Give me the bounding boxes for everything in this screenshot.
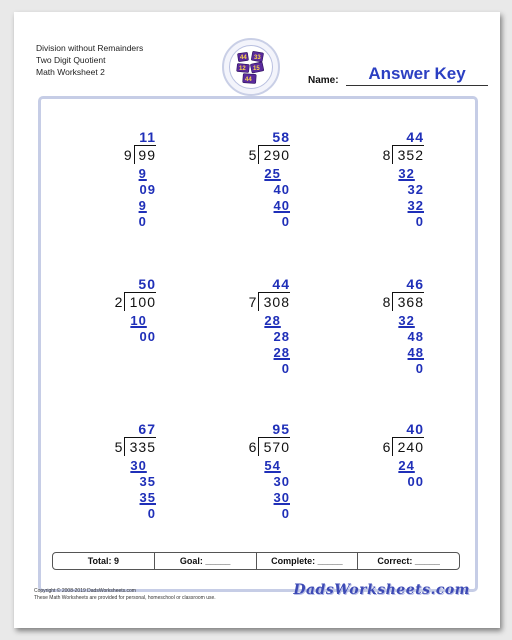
dividend: 240 xyxy=(397,439,424,455)
division-problem xyxy=(86,277,156,389)
divisor: 8 xyxy=(382,147,391,163)
name-label: Name: xyxy=(308,75,339,86)
worksheet-logo xyxy=(222,38,280,96)
subtraction-step: 48 xyxy=(407,345,424,360)
usage-line: These Math Worksheets are provided for personal, homeschool or classroom use. xyxy=(34,595,216,601)
subtraction-step: 40 xyxy=(273,198,290,213)
score-correct[interactable]: Correct: _____ xyxy=(377,556,440,566)
dividend: 290 xyxy=(263,147,290,163)
score-bar xyxy=(52,552,460,570)
copyright-line: Copyright © 2008-2019 DadsWorksheets.com xyxy=(34,588,136,594)
subtraction-step: 25 xyxy=(264,166,281,181)
dividend: 308 xyxy=(263,294,290,310)
worksheet-subtitle: Two Digit Quotient xyxy=(36,55,106,65)
remainder-step: 00 xyxy=(407,474,424,489)
svg-text:33: 33 xyxy=(254,55,261,61)
divisor: 7 xyxy=(248,294,257,310)
divisor: 5 xyxy=(114,439,123,455)
division-problem xyxy=(354,422,424,534)
divisor: 9 xyxy=(123,147,132,163)
dividend: 335 xyxy=(129,439,156,455)
quotient-answer: 58 xyxy=(272,129,290,145)
worksheet-number: Math Worksheet 2 xyxy=(36,67,105,77)
divisor: 5 xyxy=(248,147,257,163)
svg-text:15: 15 xyxy=(253,66,260,72)
subtraction-step: 32 xyxy=(398,313,415,328)
worksheet-page xyxy=(14,12,500,628)
subtraction-step: 30 xyxy=(130,458,147,473)
divisor: 6 xyxy=(382,439,391,455)
quotient-answer: 50 xyxy=(138,276,156,292)
division-problem xyxy=(86,422,156,534)
remainder-step: 30 xyxy=(273,474,290,489)
remainder-step: 0 xyxy=(281,361,290,376)
dividend: 100 xyxy=(129,294,156,310)
division-problem xyxy=(220,422,290,534)
divisor: 6 xyxy=(248,439,257,455)
remainder-step: 09 xyxy=(139,182,156,197)
score-total: Total: 9 xyxy=(53,553,155,569)
subtraction-step: 10 xyxy=(130,313,147,328)
name-value: Answer Key xyxy=(368,64,466,83)
remainder-step: 40 xyxy=(273,182,290,197)
brand-logo[interactable]: DadsWorksheets.com xyxy=(293,582,470,598)
division-problem xyxy=(354,277,424,389)
quotient-answer: 40 xyxy=(406,421,424,437)
division-problem xyxy=(220,130,290,242)
score-goal[interactable]: Goal: _____ xyxy=(155,553,257,569)
subtraction-step: 9 xyxy=(138,198,147,213)
remainder-step: 28 xyxy=(273,329,290,344)
quotient-answer: 95 xyxy=(272,421,290,437)
division-problem xyxy=(354,130,424,242)
name-field[interactable] xyxy=(308,66,488,86)
remainder-step: 48 xyxy=(407,329,424,344)
dividend: 352 xyxy=(397,147,424,163)
quotient-answer: 67 xyxy=(138,421,156,437)
subtraction-step: 28 xyxy=(273,345,290,360)
subtraction-step: 54 xyxy=(264,458,281,473)
subtraction-step: 32 xyxy=(407,198,424,213)
score-complete[interactable]: Complete: _____ xyxy=(257,553,359,569)
subtraction-step: 35 xyxy=(139,490,156,505)
dividend: 99 xyxy=(138,147,156,163)
worksheet-title-block xyxy=(36,42,143,78)
remainder-step: 35 xyxy=(139,474,156,489)
remainder-step: 00 xyxy=(139,329,156,344)
remainder-step: 32 xyxy=(407,182,424,197)
remainder-step: 0 xyxy=(415,361,424,376)
remainder-step: 0 xyxy=(147,506,156,521)
svg-text:12: 12 xyxy=(239,66,246,72)
quotient-answer: 44 xyxy=(272,276,290,292)
subtraction-step: 28 xyxy=(264,313,281,328)
quotient-answer: 11 xyxy=(139,129,156,145)
subtraction-step: 32 xyxy=(398,166,415,181)
quotient-answer: 46 xyxy=(406,276,424,292)
svg-text:44: 44 xyxy=(240,55,247,61)
worksheet-title: Division without Remainders xyxy=(36,43,144,53)
remainder-step: 0 xyxy=(138,214,147,229)
dividend: 570 xyxy=(263,439,290,455)
logo-digits-graphic xyxy=(234,50,270,86)
division-problem xyxy=(220,277,290,389)
subtraction-step: 30 xyxy=(273,490,290,505)
subtraction-step: 9 xyxy=(138,166,147,181)
divisor: 8 xyxy=(382,294,391,310)
division-problem xyxy=(86,130,156,242)
quotient-answer: 44 xyxy=(406,129,424,145)
remainder-step: 0 xyxy=(281,214,290,229)
dividend: 368 xyxy=(397,294,424,310)
name-underline xyxy=(346,85,488,86)
remainder-step: 0 xyxy=(281,506,290,521)
divisor: 2 xyxy=(114,294,123,310)
remainder-step: 0 xyxy=(415,214,424,229)
svg-text:44: 44 xyxy=(245,77,252,83)
copyright-notice xyxy=(34,588,216,602)
subtraction-step: 24 xyxy=(398,458,415,473)
